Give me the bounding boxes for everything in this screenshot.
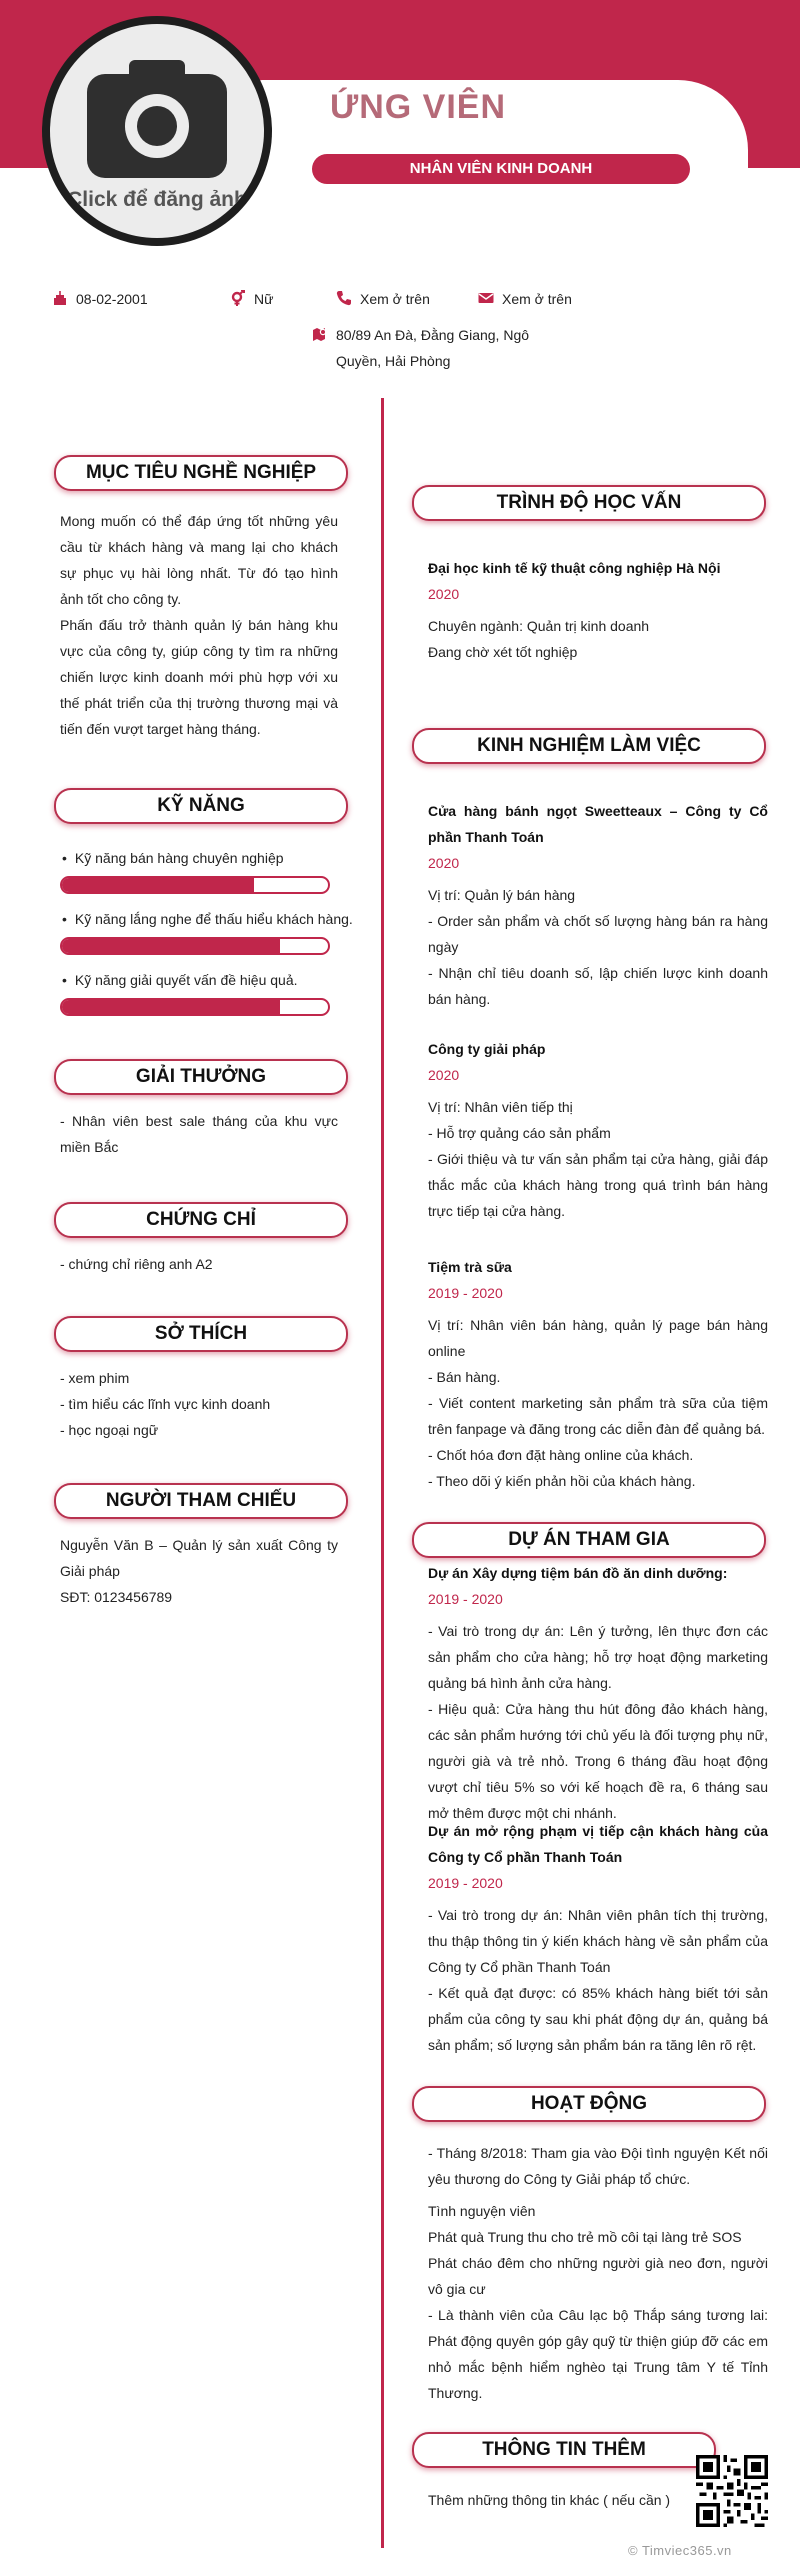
education-school: Đại học kinh tế kỹ thuật công nghiệp Hà Nội — [428, 560, 721, 576]
references-title[interactable]: NGƯỜI THAM CHIẾU — [54, 1483, 348, 1519]
experience-job-3[interactable] — [428, 1254, 768, 1494]
project-2-period: 2019 - 2020 — [428, 1875, 503, 1891]
job-2-company: Công ty giải pháp — [428, 1041, 546, 1057]
hobby-3: - học ngoại ngữ — [60, 1422, 159, 1438]
project-1[interactable] — [428, 1560, 768, 1826]
project-2-name: Dự án mở rộng phạm vị tiếp cận khách hàng của Công ty Cổ phần Thanh Toán — [428, 1823, 768, 1865]
job-2-role: Vị trí: Nhân viên tiếp thị — [428, 1099, 573, 1115]
skill-bar-3 — [60, 998, 330, 1016]
skill-label-1[interactable]: • Kỹ năng bán hàng chuyên nghiệp — [62, 850, 284, 866]
certificates-title[interactable]: CHỨNG CHỈ — [54, 1202, 348, 1238]
job-1-duty-2: - Nhận chỉ tiêu doanh số, lập chiến lược kinh doanh bán hàng. — [428, 965, 768, 1007]
activity-1: - Tháng 8/2018: Tham gia vào Đội tình nguyện Kết nối yêu thương do Công ty Giải pháp tổ chức. — [428, 2145, 768, 2187]
candidate-name[interactable]: ỨNG VIÊN — [330, 88, 507, 126]
hobby-2: - tìm hiểu các lĩnh vực kinh doanh — [60, 1396, 271, 1412]
job-3-duty-3: - Chốt hóa đơn đặt hàng online của khách. — [428, 1447, 694, 1463]
project-1-name: Dự án Xây dựng tiệm bán đồ ăn dinh dưỡng: — [428, 1565, 728, 1581]
job-3-company: Tiệm trà sữa — [428, 1259, 512, 1275]
objective-p2: Phấn đấu trở thành quản lý bán hàng khu vực của công ty, giúp công ty tìm ra những chiến lược kinh doanh mới phù hợp với xu thế phát triển của thị trường thương mại và tiến đến vượt target hàng tháng. — [60, 617, 338, 737]
project-2-result: - Kết quả đạt được: có 85% khách hàng biết tới sản phẩm của công ty sau khi phát động dự án, quảng bá sản phẩm; số lượng sản phẩm bán ra tăng lên rõ rệt. — [428, 1985, 768, 2053]
phone-value: Xem ở trên — [360, 291, 430, 307]
education-period: 2020 — [428, 586, 460, 602]
hobbies-text[interactable] — [60, 1365, 338, 1443]
awards-text[interactable]: - Nhân viên best sale tháng của khu vực miền Bắc — [60, 1113, 338, 1155]
cake-icon — [52, 290, 68, 306]
project-2[interactable] — [428, 1818, 768, 2058]
map-pin-icon — [312, 326, 328, 342]
activity-3: Phát quà Trung thu cho trẻ mồ côi tại làng trẻ SOS — [428, 2229, 742, 2245]
skill-bar-2 — [60, 937, 330, 955]
experience-job-1[interactable] — [428, 798, 768, 1012]
hobbies-title[interactable]: SỞ THÍCH — [54, 1316, 348, 1352]
other-info-text[interactable]: Thêm những thông tin khác ( nếu cần ) — [428, 2492, 671, 2508]
other-info-title[interactable]: THÔNG TIN THÊM — [412, 2432, 716, 2468]
project-2-role: - Vai trò trong dự án: Nhân viên phân tích thị trường, thu thập thông tin ý kiến khách hàng về sản phẩm của Công ty Cổ phần Thanh Toán — [428, 1907, 768, 1975]
objective-p1: Mong muốn có thể đáp ứng tốt những yêu cầu từ khách hàng và mang lại cho khách sự phục vụ hài lòng nhất. Từ đó tạo hình ảnh tốt cho công ty. — [60, 513, 338, 607]
job-3-role: Vị trí: Nhân viên bán hàng, quản lý page bán hàng online — [428, 1317, 768, 1359]
avatar-upload[interactable] — [50, 24, 264, 238]
avatar-caption: Click để đăng ảnh — [67, 188, 247, 211]
experience-title[interactable]: KINH NGHIỆM LÀM VIỆC — [412, 728, 766, 764]
job-3-duty-2: - Viết content marketing sản phẩm trà sữa của tiệm trên fanpage và đăng trong các diễn đàn để quảng bá. — [428, 1395, 768, 1437]
education-title[interactable]: TRÌNH ĐỘ HỌC VẤN — [412, 485, 766, 521]
hobby-1: - xem phim — [60, 1370, 130, 1386]
job-1-role: Vị trí: Quản lý bán hàng — [428, 887, 576, 903]
qr-code-icon — [696, 2455, 768, 2527]
email-value: Xem ở trên — [502, 291, 572, 307]
birthday-value: 08-02-2001 — [76, 291, 148, 307]
job-2-duty-1: - Hỗ trợ quảng cáo sản phẩm — [428, 1125, 611, 1141]
email-icon — [478, 290, 494, 306]
activity-4: Phát cháo đêm cho những người già neo đơn, người vô gia cư — [428, 2255, 768, 2297]
address-line-1: 80/89 An Đà, Đằng Giang, Ngô — [336, 327, 530, 343]
skill-label-3[interactable]: • Kỹ năng giải quyết vấn đề hiệu quả. — [62, 972, 298, 988]
column-divider — [381, 398, 384, 2548]
references-text[interactable] — [60, 1532, 338, 1610]
education-major: Chuyên ngành: Quản trị kinh doanh — [428, 618, 650, 634]
awards-title[interactable]: GIẢI THƯỞNG — [54, 1059, 348, 1095]
job-3-duty-4: - Theo dõi ý kiến phản hồi của khách hàng. — [428, 1473, 696, 1489]
project-1-result: - Hiệu quả: Cửa hàng thu hút đông đảo khách hàng, các sản phẩm hướng tới chủ yếu là đối tượng phụ nữ, người già và trẻ nhỏ. Trong 6 tháng đầu hoạt động vượt chỉ tiêu 5% so với kế hoạch đề ra, 6 tháng sau mở thêm được một chi nhánh. — [428, 1701, 768, 1821]
address-line-2: Quyền, Hải Phòng — [336, 353, 451, 369]
skills-title[interactable]: KỸ NĂNG — [54, 788, 348, 824]
activity-5: - Là thành viên của Câu lạc bộ Thắp sáng tương lai: Phát động quyên góp gây quỹ từ thiện giúp đỡ các em nhỏ mắc bệnh hiểm nghèo tại Trung tâm Y tế Tỉnh Thương. — [428, 2307, 768, 2401]
skill-fill-3 — [62, 1000, 280, 1014]
job-1-duty-1: - Order sản phẩm và chốt số lượng hàng bán ra hàng ngày — [428, 913, 768, 955]
certificates-text[interactable]: - chứng chỉ riêng anh A2 — [60, 1256, 213, 1272]
job-3-duty-1: - Bán hàng. — [428, 1369, 501, 1385]
watermark: © Timviec365.vn — [628, 2543, 732, 2558]
reference-person: Nguyễn Văn B – Quản lý sản xuất Công ty Giải pháp — [60, 1537, 338, 1579]
gender-icon — [230, 290, 246, 306]
objective-title[interactable]: MỤC TIÊU NGHỀ NGHIỆP — [54, 455, 348, 491]
job-2-duty-2: - Giới thiệu và tư vấn sản phẩm tại cửa hàng, giải đáp thắc mắc của khách hàng trong quá trình bán hàng trực tiếp tại cửa hàng. — [428, 1151, 768, 1219]
job-3-period: 2019 - 2020 — [428, 1285, 503, 1301]
activity-2: Tình nguyện viên — [428, 2203, 536, 2219]
phone-icon — [336, 290, 352, 306]
job-1-company: Cửa hàng bánh ngọt Sweetteaux – Công ty Cổ phần Thanh Toán — [428, 803, 768, 845]
education-status: Đang chờ xét tốt nghiệp — [428, 644, 578, 660]
job-2-period: 2020 — [428, 1067, 460, 1083]
project-1-role: - Vai trò trong dự án: Lên ý tưởng, lên thực đơn các sản phẩm cho cửa hàng; hỗ trợ hoạt động marketing quảng bá hình ảnh cửa hàng. — [428, 1623, 768, 1691]
skill-bar-1 — [60, 876, 330, 894]
position-title[interactable]: NHÂN VIÊN KINH DOANH — [312, 154, 690, 184]
gender-value: Nữ — [254, 291, 274, 307]
skill-label-2[interactable]: • Kỹ năng lắng nghe để thấu hiểu khách hàng. — [62, 911, 353, 927]
job-1-period: 2020 — [428, 855, 460, 871]
project-1-period: 2019 - 2020 — [428, 1591, 503, 1607]
skill-fill-2 — [62, 939, 280, 953]
reference-phone: SĐT: 0123456789 — [60, 1589, 173, 1605]
activities-title[interactable]: HOẠT ĐỘNG — [412, 2086, 766, 2122]
camera-icon — [87, 60, 227, 180]
skill-fill-1 — [62, 878, 254, 892]
objective-text[interactable] — [60, 508, 338, 742]
projects-title[interactable]: DỰ ÁN THAM GIA — [412, 1522, 766, 1558]
activities-text[interactable] — [428, 2140, 768, 2406]
education-block[interactable] — [428, 555, 768, 665]
experience-job-2[interactable] — [428, 1036, 768, 1224]
